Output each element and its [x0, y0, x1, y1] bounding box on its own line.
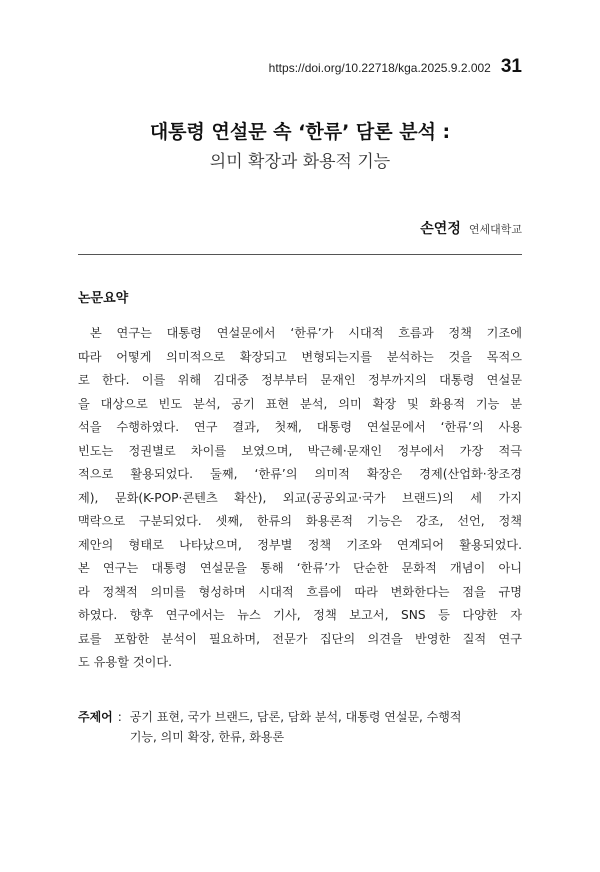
abstract-line: 제안의 형태로 나타났으며, 정부별 정책 기조와 연계되어 활용되었다.: [78, 537, 522, 552]
abstract-line: 석을 수행하였다. 연구 결과, 첫째, 대통령 연설문에서 ‘한류’의 사용: [78, 420, 522, 434]
keywords-line: 기능, 의미 확장, 한류, 화용론: [129, 730, 285, 744]
abstract-line: 따라 어떻게 의미적으로 확장되고 변형되는지를 분석하는 것을 목적으: [78, 349, 522, 364]
abstract-line: 제), 문화(K-POP·콘텐츠 확산), 외교(공공외교·국가 브랜드)의 세 가지: [78, 490, 522, 505]
author-affiliation: 연세대학교: [468, 223, 522, 236]
keywords-colon: :: [117, 710, 122, 724]
keywords-line: 공기 표현, 국가 브랜드, 담론, 담화 분석, 대통령 연설문, 수행적: [129, 710, 462, 724]
author-block: [420, 218, 522, 238]
keywords-block: [78, 707, 522, 747]
abstract-line: 라 정책적 의미를 형성하며 시대적 흐름에 따라 변화한다는 점을 규명: [78, 584, 522, 599]
paper-subtitle: 의미 확장과 화용적 기능: [209, 152, 391, 172]
title-divider: [78, 254, 522, 255]
abstract-line: 적으로 활용되었다. 둘째, ‘한류’의 의미적 확장은 경제(산업화·창조경: [78, 467, 522, 481]
running-header: [269, 56, 522, 78]
abstract-line: 하였다. 향후 연구에서는 뉴스 기사, 정책 보고서, SNS 등 다양한 자: [78, 608, 522, 622]
author-name: 손연정: [420, 221, 461, 237]
abstract-heading: 논문요약: [78, 291, 129, 306]
abstract-line: 료를 포함한 분석이 필요하며, 전문가 집단의 의견을 반영한 질적 연구: [78, 631, 522, 646]
doi-link[interactable]: https://doi.org/10.22718/kga.2025.9.2.002: [268, 61, 491, 75]
keywords-list: [130, 707, 522, 747]
page-number: 31: [500, 56, 522, 77]
paper-title: 대통령 연설문 속 ‘한류’ 담론 분석 :: [149, 121, 451, 143]
abstract-line: 을 대상으로 빈도 분석, 공기 표현 분석, 의미 확장 및 화용적 기능 분: [78, 396, 522, 411]
abstract-line: 로 한다. 이를 위해 김대중 정부부터 문재인 정부까지의 대통령 연설문: [78, 373, 522, 387]
abstract-line: 본 연구는 대통령 연설문을 통해 ‘한류’가 단순한 문화적 개념이 아니: [78, 561, 522, 575]
abstract-line: 도 유용할 것이다.: [78, 655, 173, 669]
abstract-line: 본 연구는 대통령 연설문에서 ‘한류’가 시대적 흐름과 정책 기조에: [90, 326, 522, 340]
abstract-line: 빈도는 정권별로 차이를 보였으며, 박근혜·문재인 정부에서 가장 적극: [78, 443, 522, 458]
keywords-label: 주제어: [78, 710, 113, 724]
abstract-body: [78, 322, 522, 675]
abstract-line: 맥락으로 구분되었다. 셋째, 한류의 화용론적 기능은 강조, 선언, 정책: [78, 514, 522, 528]
